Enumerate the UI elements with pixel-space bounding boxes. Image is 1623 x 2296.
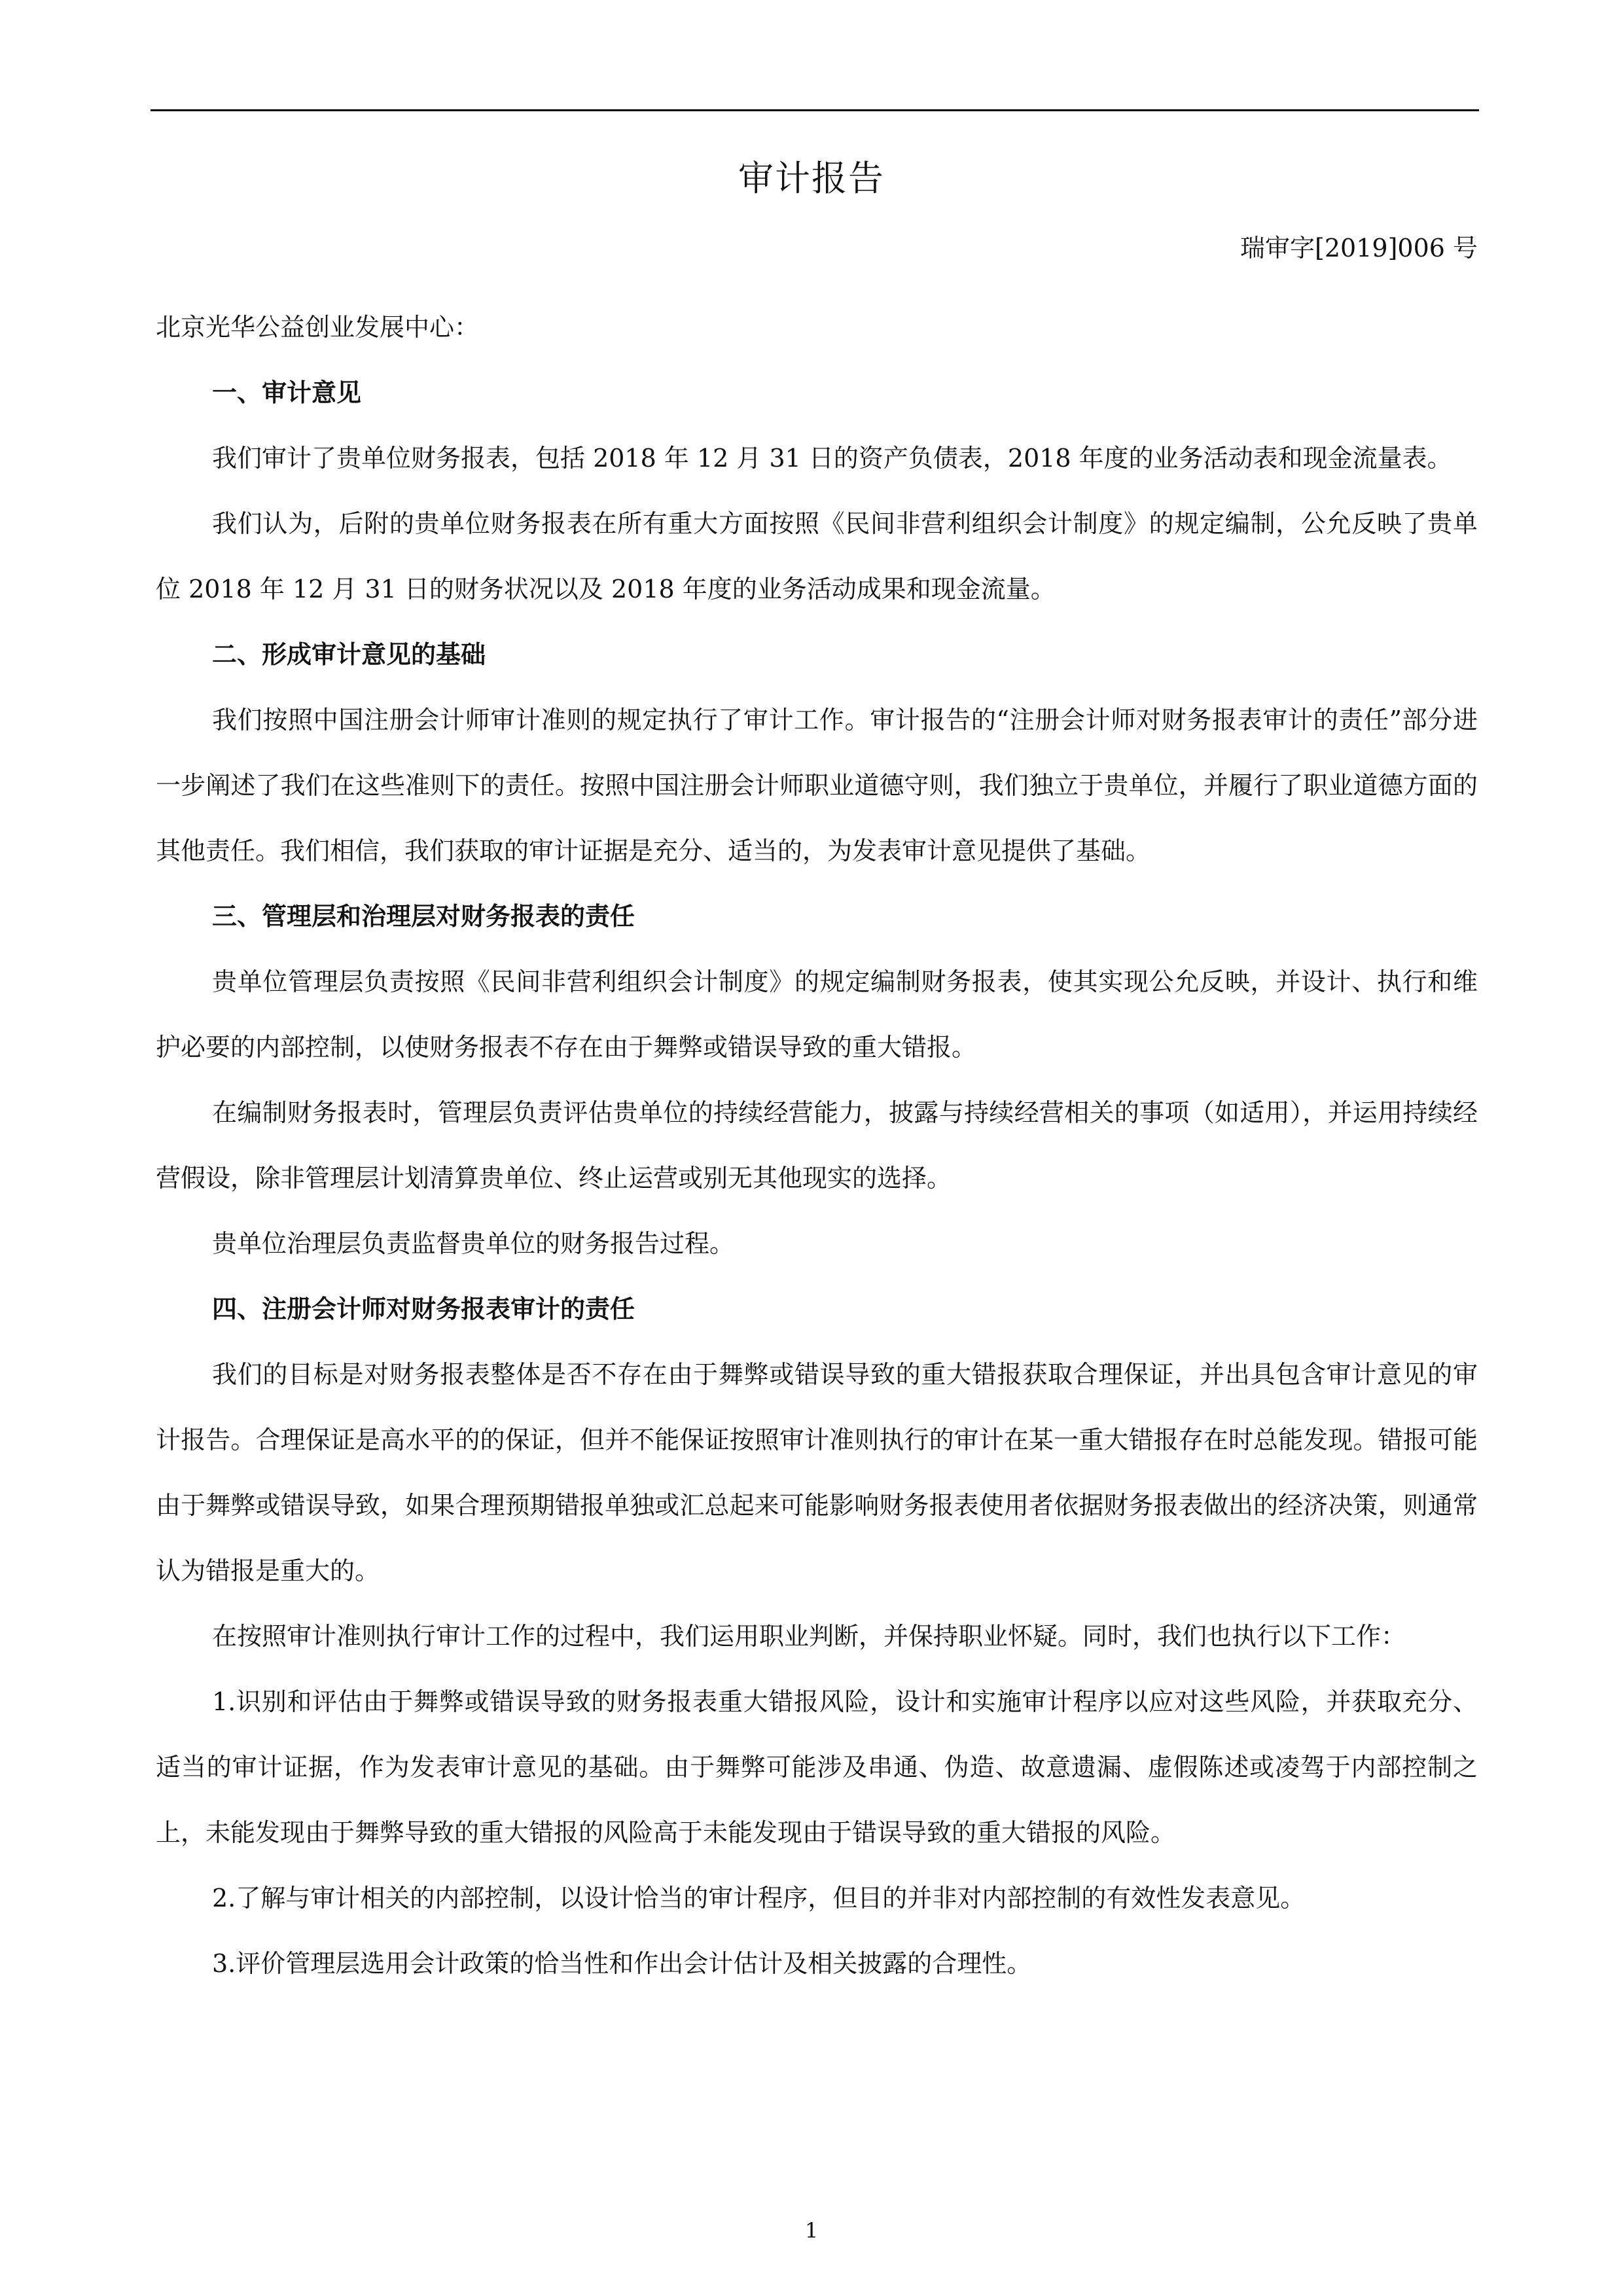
section-heading: 二、形成审计意见的基础 <box>212 640 486 669</box>
section-management-responsibility <box>156 884 1478 1276</box>
list-item: 3.评价管理层选用会计政策的恰当性和作出会计估计及相关披露的合理性。 <box>212 1949 1032 1978</box>
list-item: 2.了解与审计相关的内部控制，以设计恰当的审计程序，但目的并非对内部控制的有效性发表意见。 <box>212 1884 1306 1912</box>
paragraph: 在按照审计准则执行审计工作的过程中，我们运用职业判断，并保持职业怀疑。同时，我们也执行以下工作： <box>212 1622 1406 1651</box>
paragraph: 我们审计了贵单位财务报表，包括 2018 年 12 月 31 日的资产负债表，2018 年度的业务活动表和现金流量表。 <box>212 444 1452 473</box>
document-number: 瑞审字[2019]006 号 <box>1240 234 1478 262</box>
addressee: 北京光华公益创业发展中心： <box>156 313 480 342</box>
section-heading: 三、管理层和治理层对财务报表的责任 <box>212 902 635 931</box>
paragraph: 我们按照中国注册会计师审计准则的规定执行了审计工作。审计报告的“注册会计师对财务报表审计的责任”部分进一步阐述了我们在这些准则下的责任。按照中国注册会计师职业道德守则，我们独立于贵单位，并履行了职业道德方面的其他责任。我们相信，我们获取的审计证据是充分、适当的，为发表审计意见提供了基础。 <box>156 706 1478 865</box>
section-opinion-basis <box>156 622 1478 884</box>
section-auditor-responsibility <box>156 1276 1478 1996</box>
page-number: 1 <box>804 2218 819 2243</box>
paragraph: 我们认为，后附的贵单位财务报表在所有重大方面按照《民间非营利组织会计制度》的规定编制，公允反映了贵单位 2018 年 12 月 31 日的财务状况以及 2018 年度的业务活动成果和现金流量。 <box>156 509 1478 603</box>
section-audit-opinion <box>156 360 1478 622</box>
paragraph: 我们的目标是对财务报表整体是否不存在由于舞弊或错误导致的重大错报获取合理保证，并出具包含审计意见的审计报告。合理保证是高水平的的保证，但并不能保证按照审计准则执行的审计在某一重大错报存在时总能发现。错报可能由于舞弊或错误导致，如果合理预期错报单独或汇总起来可能影响财务报表使用者依据财务报表做出的经济决策，则通常认为错报是重大的。 <box>156 1360 1478 1585</box>
header-rule <box>151 109 1479 111</box>
paragraph: 贵单位管理层负责按照《民间非营利组织会计制度》的规定编制财务报表，使其实现公允反映，并设计、执行和维护必要的内部控制，以使财务报表不存在由于舞弊或错误导致的重大错报。 <box>156 967 1478 1062</box>
document-body <box>156 295 1478 1996</box>
section-heading: 四、注册会计师对财务报表审计的责任 <box>212 1295 635 1323</box>
list-item: 1.识别和评估由于舞弊或错误导致的财务报表重大错报风险，设计和实施审计程序以应对这些风险，并获取充分、适当的审计证据，作为发表审计意见的基础。由于舞弊可能涉及串通、伪造、故意遗漏、虚假陈述或凌驾于内部控制之上，未能发现由于舞弊导致的重大错报的风险高于未能发现由于错误导致的重大错报的风险。 <box>156 1687 1478 1847</box>
paragraph: 在编制财务报表时，管理层负责评估贵单位的持续经营能力，披露与持续经营相关的事项（如适用），并运用持续经营假设，除非管理层计划清算贵单位、终止运营或别无其他现实的选择。 <box>156 1098 1478 1193</box>
page-title: 审计报告 <box>738 158 885 199</box>
paragraph: 贵单位治理层负责监督贵单位的财务报告过程。 <box>212 1229 735 1258</box>
section-heading: 一、审计意见 <box>212 378 362 407</box>
